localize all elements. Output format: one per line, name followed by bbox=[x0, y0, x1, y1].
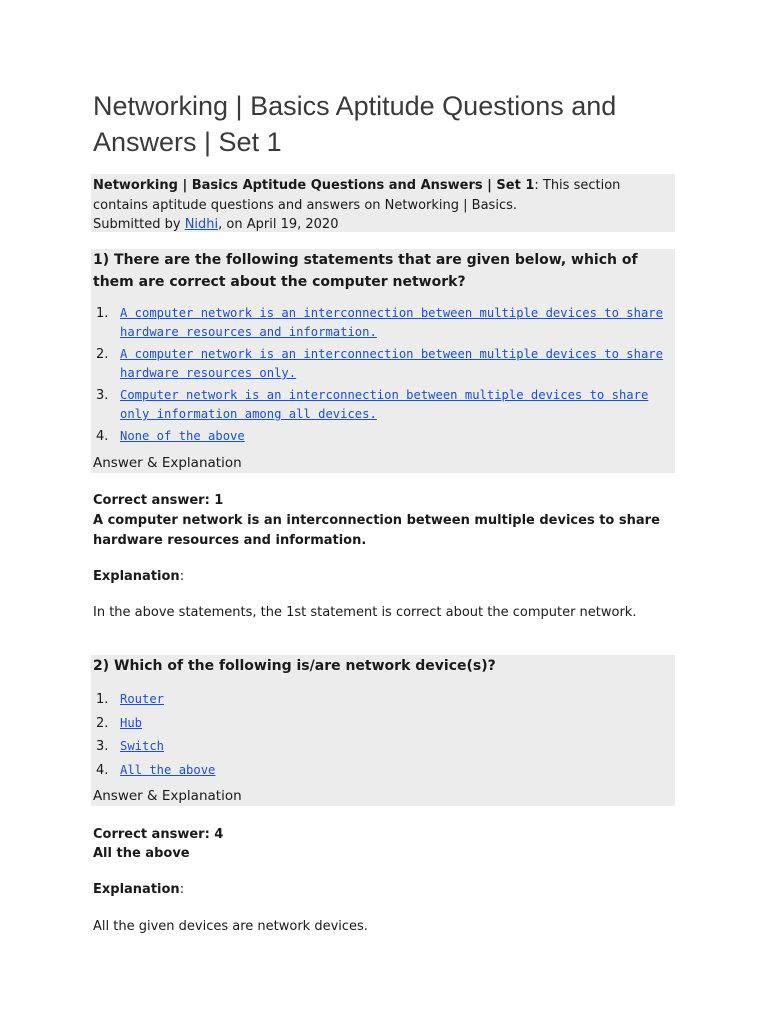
question-2-box bbox=[91, 655, 675, 806]
question-2-text: ) Which of the following is/are network device(s)? bbox=[102, 658, 496, 674]
explanation-colon: : bbox=[179, 569, 185, 584]
option-number: 4. bbox=[96, 763, 109, 778]
submitted-prefix: Submitted by bbox=[93, 217, 185, 232]
question-1-box bbox=[91, 249, 675, 473]
intro-box bbox=[91, 174, 675, 232]
answer-explanation-toggle[interactable]: Answer & Explanation bbox=[93, 455, 242, 471]
correct-answer-2 bbox=[93, 825, 683, 845]
option-link[interactable]: Hub bbox=[120, 716, 143, 730]
option-number: 2. bbox=[96, 716, 109, 731]
correct-answer-text: A computer network is an interconnection between multiple devices to share hardware resources and information. bbox=[93, 513, 660, 548]
correct-answer-text: All the above bbox=[93, 846, 190, 861]
explanation-text: In the above statements, the 1st statement is correct about the computer network. bbox=[93, 605, 637, 620]
correct-answer-value: : 1 bbox=[204, 493, 224, 508]
intro-text: : This section contains aptitude questions and answers on Networking | Basics. bbox=[93, 178, 621, 213]
option-link[interactable]: Switch bbox=[120, 739, 165, 753]
option-number: 3. bbox=[96, 388, 109, 403]
explanation-heading bbox=[93, 880, 683, 900]
author-link[interactable]: Nidhi bbox=[184, 217, 219, 232]
option-link[interactable]: Computer network is an interconnection between multiple devices to share only information among all devices. bbox=[120, 388, 649, 421]
correct-answer-label: Correct answer bbox=[93, 493, 205, 508]
explanation-text: All the given devices are network devices. bbox=[93, 919, 368, 934]
option-number: 4. bbox=[96, 429, 109, 444]
option-link[interactable]: A computer network is an interconnection between multiple devices to share hardware resources and information. bbox=[120, 306, 663, 339]
intro-bold-title: Networking | Basics Aptitude Questions and Answers | Set 1 bbox=[93, 178, 535, 193]
correct-answer-value: : 4 bbox=[204, 827, 224, 842]
correct-answer-1 bbox=[93, 491, 683, 511]
option-link[interactable]: All the above bbox=[120, 763, 216, 777]
question-1-number: 1 bbox=[93, 252, 103, 268]
option-number: 1. bbox=[96, 692, 109, 707]
correct-answer-label: Correct answer bbox=[93, 827, 205, 842]
explanation-label: Explanation bbox=[93, 882, 180, 897]
option-number: 2. bbox=[96, 347, 109, 362]
option-link[interactable]: None of the above bbox=[120, 429, 245, 443]
option-link[interactable]: A computer network is an interconnection between multiple devices to share hardware resources only. bbox=[120, 347, 663, 380]
answer-explanation-toggle[interactable]: Answer & Explanation bbox=[93, 788, 242, 804]
explanation-label: Explanation bbox=[93, 569, 180, 584]
option-number: 3. bbox=[96, 739, 109, 754]
question-2-heading bbox=[91, 655, 675, 677]
question-1-text: ) There are the following statements that are given below, which of them are correct about the computer network? bbox=[93, 252, 638, 290]
option-number: 1. bbox=[96, 306, 109, 321]
question-1-heading bbox=[91, 249, 675, 293]
page-title: Networking | Basics Aptitude Questions and Answers | Set 1 bbox=[93, 91, 617, 157]
publish-date: , on April 19, 2020 bbox=[218, 217, 339, 232]
option-link[interactable]: Router bbox=[120, 692, 165, 706]
explanation-colon: : bbox=[179, 882, 185, 897]
question-2-number: 2 bbox=[93, 658, 103, 674]
explanation-heading bbox=[93, 567, 683, 587]
